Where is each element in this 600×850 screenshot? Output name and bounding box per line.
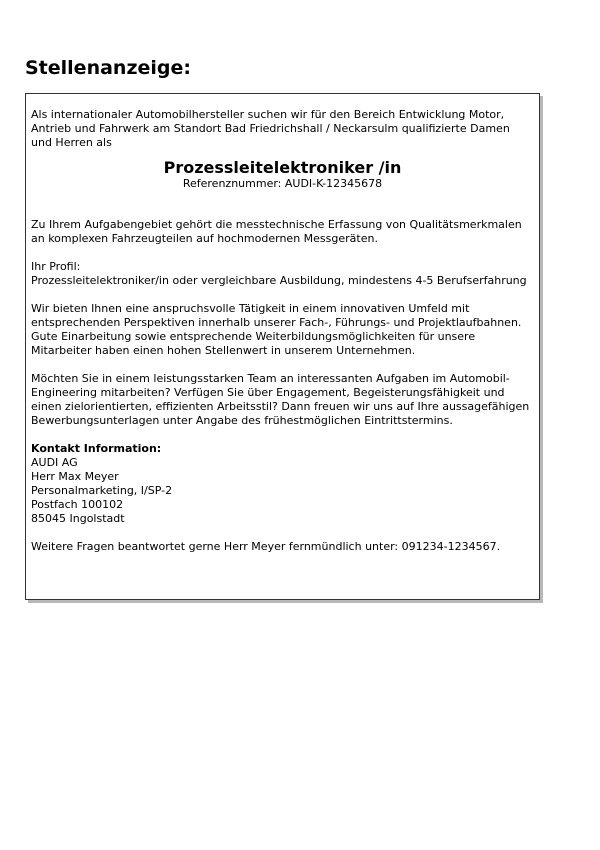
contact-section	[31, 442, 534, 526]
reference-number: Referenznummer: AUDI-K-12345678	[182, 177, 383, 190]
intro-text: Als internationaler Automobilhersteller suchen wir für den Bereich Entwicklung Motor, Antrieb und Fahrwerk am Standort Bad Friedrichshall / Neckarsulm qualifizierte Damen und Herren als	[31, 108, 510, 149]
contact-heading: Kontakt Information:	[31, 442, 162, 455]
page-heading: Stellenanzeige:	[25, 57, 191, 79]
contact-po-box: Postfach 100102	[31, 498, 124, 511]
contact-department: Personalmarketing, I/SP-2	[31, 484, 173, 497]
contact-company: AUDI AG	[31, 456, 78, 469]
profile-text: Prozessleitelektroniker/in oder vergleichbare Ausbildung, mindestens 4-5 Berufserfahrung	[31, 274, 527, 287]
closing-text: Weitere Fragen beantwortet gerne Herr Meyer fernmündlich unter: 091234-1234567.	[31, 540, 501, 553]
contact-city: 85045 Ingolstadt	[31, 512, 125, 525]
profile-section	[31, 260, 534, 288]
call-to-action-text: Möchten Sie in einem leistungsstarken Team an interessanten Aufgaben im Automobil-Engineering mitarbeiten? Verfügen Sie über Engagement, Begeisterungsfähigkeit und einen zielorientierten, effizienten Arbeitsstil? Dann freuen wir uns auf Ihre aussagefähigen Bewerbungsunterlagen unter Angabe des frühestmöglichen Eintrittstermins.	[31, 372, 530, 427]
offer-text: Wir bieten Ihnen eine anspruchsvolle Tätigkeit in einem innovativen Umfeld mit entsprechenden Perspektiven innerhalb unserer Fach-, Führungs- und Projektlaufbahnen. Gute Einarbeitung sowie entsprechende Weiterbildungsmöglichkeiten für unsere Mitarbeiter haben einen hohen Stellenwert in unserem Unternehmen.	[31, 302, 522, 357]
job-title: Prozessleitelektroniker /in	[163, 158, 402, 177]
job-ad-box	[25, 93, 540, 600]
profile-label: Ihr Profil:	[31, 260, 81, 273]
contact-person: Herr Max Meyer	[31, 470, 119, 483]
tasks-text: Zu Ihrem Aufgabengebiet gehört die messtechnische Erfassung von Qualitätsmerkmalen an komplexen Fahrzeugteilen auf hochmodernen Messgeräten.	[31, 218, 522, 245]
